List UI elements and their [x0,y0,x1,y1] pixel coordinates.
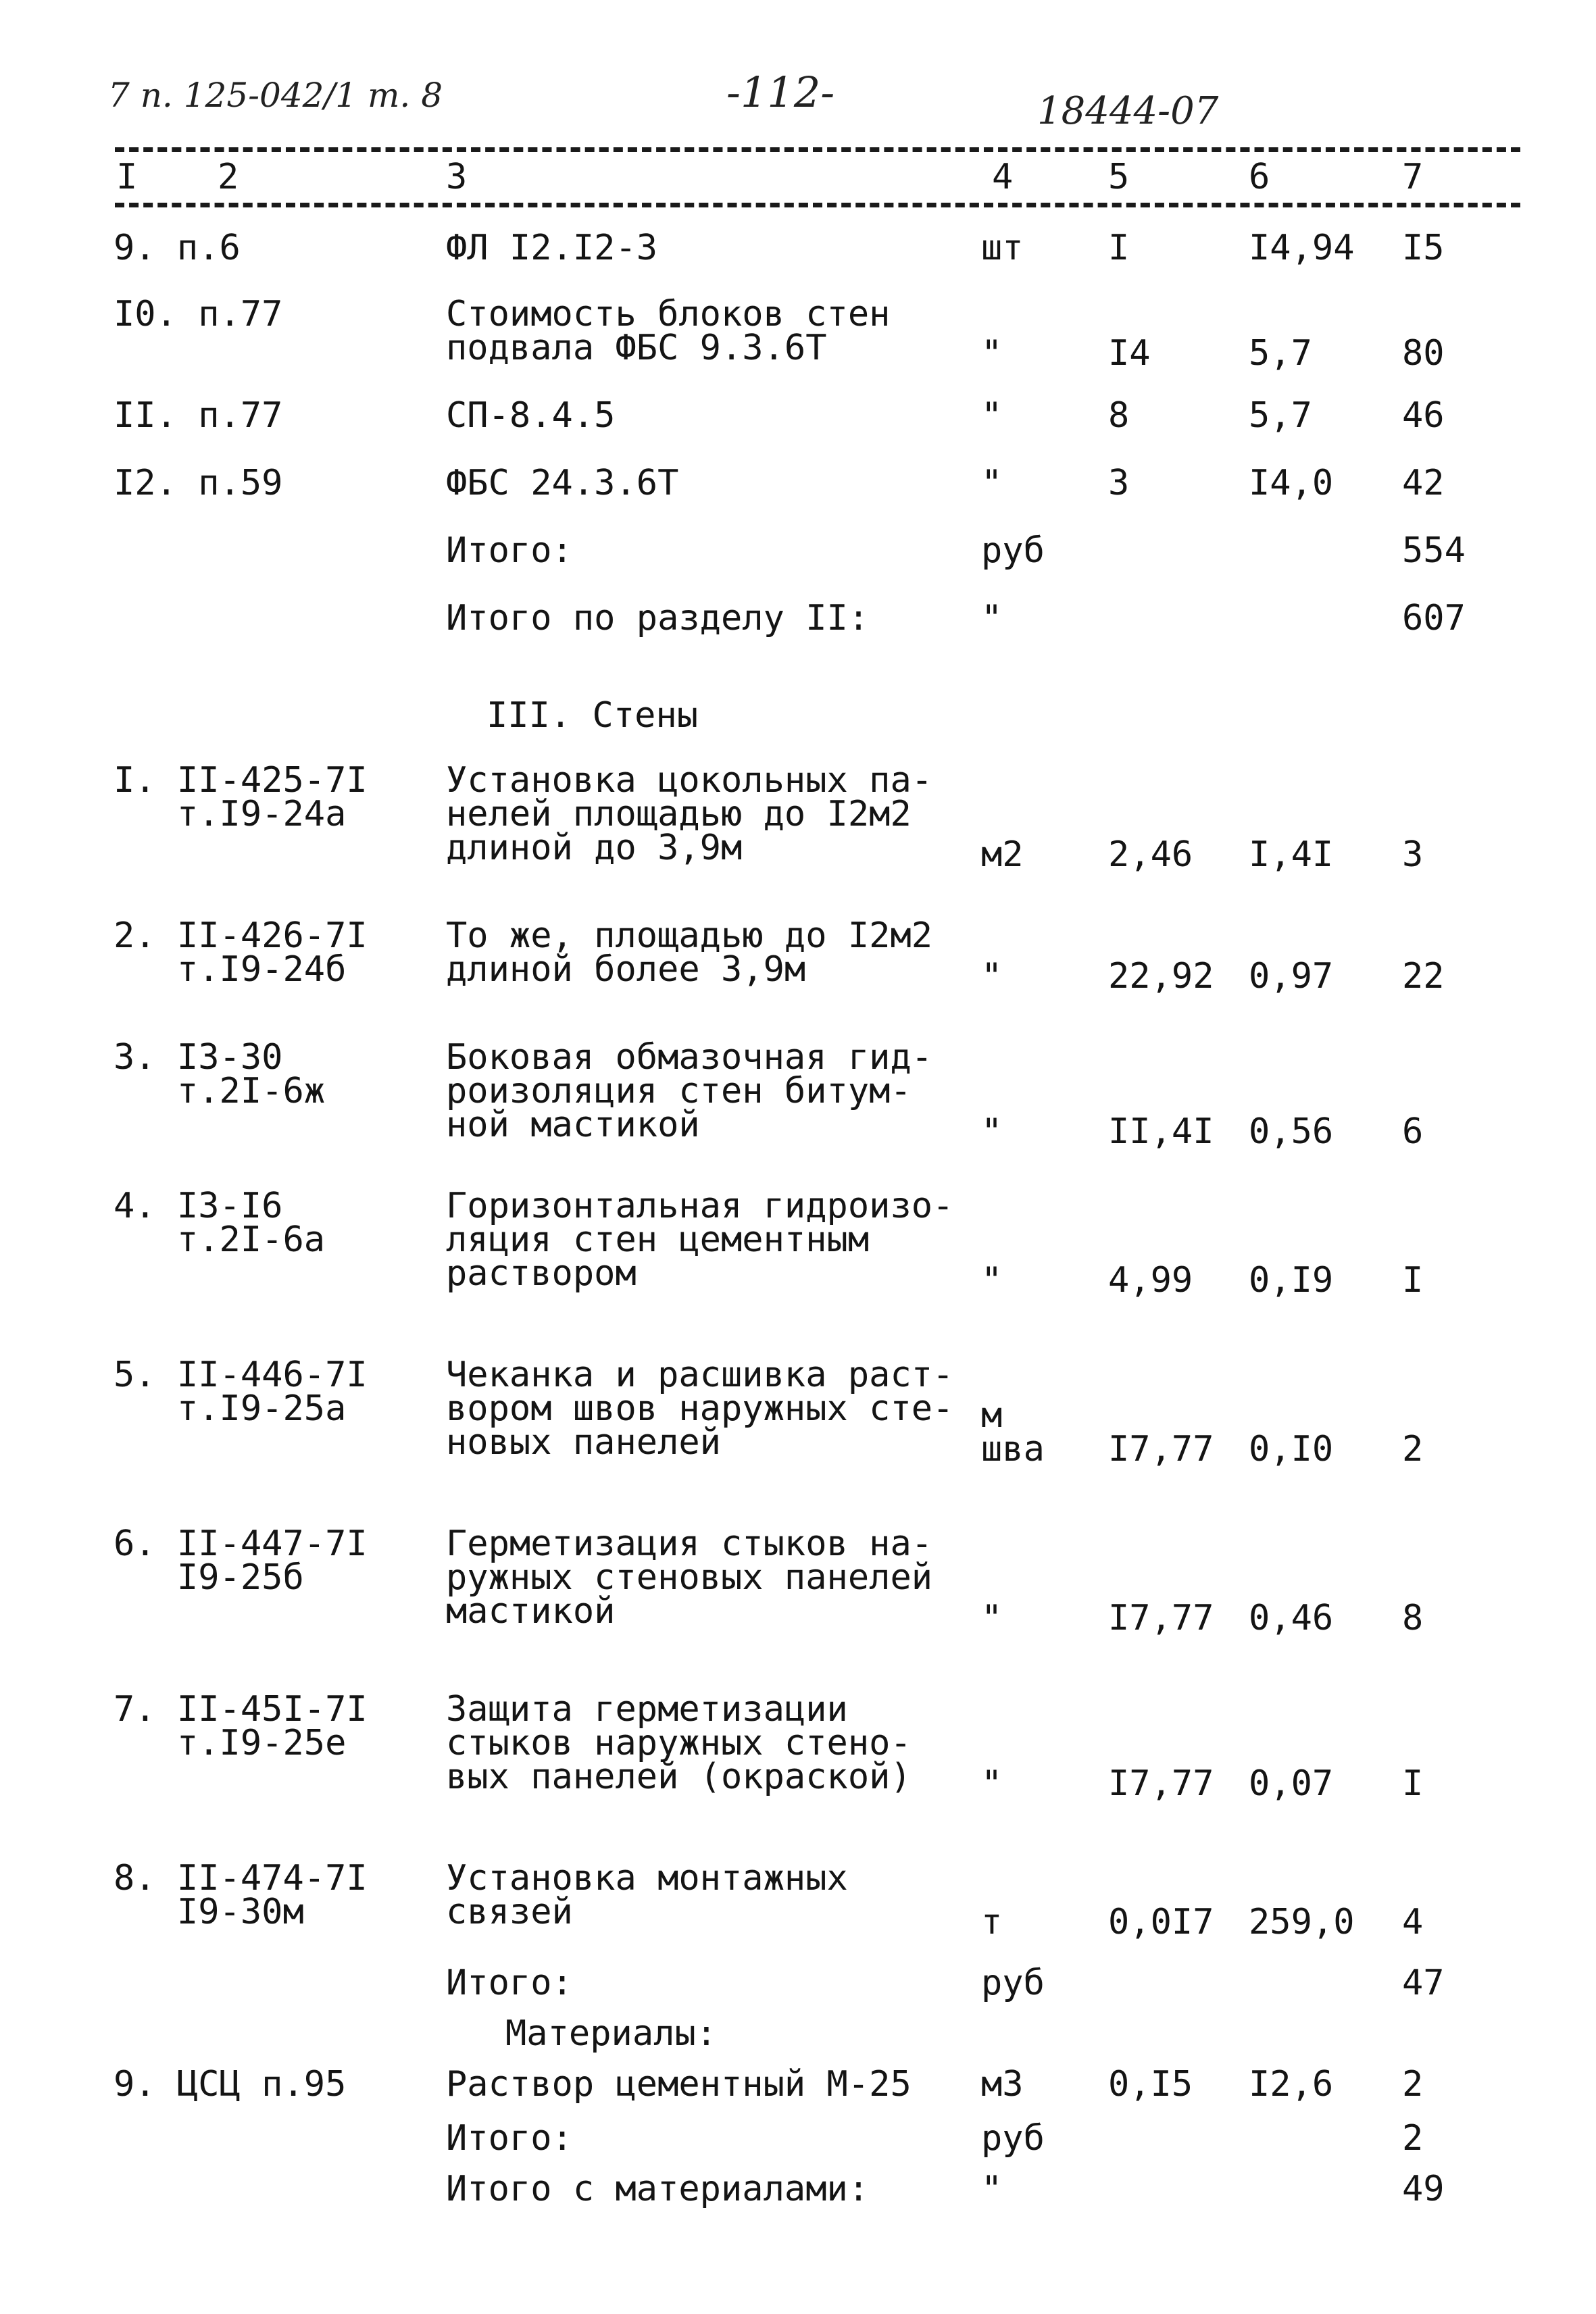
row-unit-price: 259,0 [1249,1902,1355,1942]
row-name-line: раствором [446,1253,637,1294]
row-unit [981,2169,1003,2209]
row-code-line: I2. п.59 [114,463,283,503]
row-name-line: связей [446,1892,573,1932]
row-code-line: 6. II-447-7I [114,1524,368,1564]
row-unit-line: " [981,598,1003,638]
row-unit-price: 5,7 [1249,395,1312,436]
row-code-line: 8. II-474-7I [114,1858,368,1898]
row-name [446,915,933,990]
row-name-line: роизоляция стен битум- [446,1071,912,1111]
row-name [446,1355,954,1463]
row-code [114,1524,368,1598]
row-total-cost: 47 [1402,1963,1445,2003]
row-name-line: мастикой [446,1591,616,1632]
row-unit-line: " [981,463,1003,503]
row-unit [981,530,1045,571]
row-name-line: Боковая обмазочная гид- [446,1037,933,1078]
document-code: 7 п. 125-042/1 т. 8 [108,76,443,115]
row-total-cost: 22 [1402,956,1445,997]
row-total-cost: 554 [1402,530,1466,571]
row-unit-line: руб [981,1963,1045,2003]
row-name-line: вых панелей (окраской) [446,1757,912,1797]
row-unit [981,2064,1024,2105]
row-unit-line: м [981,1395,1003,1436]
row-unit-price: 0,56 [1249,1111,1334,1152]
row-unit-line: " [981,333,1003,374]
row-name-line: Горизонтальная гидроизо- [446,1186,954,1226]
row-code [114,2064,347,2105]
row-unit-line: т [981,1902,1003,1942]
document-number: 18444-07 [1037,89,1219,133]
row-quantity: I7,77 [1108,1429,1214,1469]
row-code [114,1858,368,1932]
row-total-cost: 8 [1402,1598,1424,1638]
row-name-line: Итого: [446,2118,573,2159]
row-quantity: 2,46 [1108,834,1193,875]
row-code-line: т.2I-6а [114,1219,326,1260]
row-unit [981,463,1003,503]
row-total-cost: 2 [1402,1429,1424,1469]
row-code [114,1355,368,1429]
divider-bottom [115,203,1520,207]
row-total-cost: 6 [1402,1111,1424,1152]
row-unit-line: " [981,395,1003,436]
row-code-line: т.I9-24а [114,794,347,834]
row-name-line: длиной до 3,9м [446,828,743,868]
row-unit-line: " [981,1763,1003,1804]
row-unit-line: руб [981,2118,1045,2159]
row-name-line: Итого: [446,1963,573,2003]
row-total-cost: 46 [1402,395,1445,436]
column-number-7: 7 [1402,157,1424,197]
row-name-line: СП-8.4.5 [446,395,616,436]
row-quantity: 8 [1108,395,1130,436]
row-name-line: Итого с материалами: [446,2169,870,2209]
row-unit [981,1598,1003,1638]
row-name-line: Стоимость блоков стен [446,294,891,334]
section-heading-walls: III. Стены [487,695,699,736]
row-unit-price: I4,0 [1249,463,1334,503]
row-name-line: Установка цокольных па- [446,760,933,801]
row-quantity: 0,I5 [1108,2064,1193,2105]
row-name [446,530,573,571]
row-total-cost: 2 [1402,2064,1424,2105]
row-unit [981,598,1003,638]
row-code [114,228,241,268]
row-name-line: нелей площадью до I2м2 [446,794,912,834]
row-unit [981,956,1003,997]
row-name [446,1963,573,2003]
row-code-line: I. II-425-7I [114,760,368,801]
row-total-cost: 607 [1402,598,1466,638]
row-unit-line: м3 [981,2064,1024,2105]
row-total-cost: 49 [1402,2169,1445,2209]
row-total-cost: I [1402,1763,1424,1804]
row-code [114,1689,368,1763]
column-number-5: 5 [1108,157,1130,197]
row-name [446,1186,954,1294]
row-total-cost: 42 [1402,463,1445,503]
column-number-4: 4 [992,157,1014,197]
row-unit-line: шва [981,1429,1045,1469]
row-total-cost: I5 [1402,228,1445,268]
row-name-line: новых панелей [446,1422,721,1463]
row-quantity: 22,92 [1108,956,1214,997]
row-name-line: Установка монтажных [446,1858,848,1898]
row-unit-line: " [981,1111,1003,1152]
row-unit [981,1902,1003,1942]
row-code-line: т.I9-25е [114,1723,347,1763]
row-name-line: Чеканка и расшивка раст- [446,1355,954,1395]
row-name-line: стыков наружных стено- [446,1723,912,1763]
row-name [446,760,933,868]
row-code [114,760,368,834]
row-name-line: ляция стен цементным [446,1219,870,1260]
row-name [446,1858,848,1932]
row-code-line: 4. I3-I6 [114,1186,283,1226]
row-code-line: I9-30м [114,1892,304,1932]
row-name-line: ной мастикой [446,1105,700,1145]
row-code-line: т.I9-25а [114,1388,347,1429]
row-unit-line: " [981,956,1003,997]
row-quantity: 4,99 [1108,1260,1193,1301]
row-total-cost: 3 [1402,834,1424,875]
row-unit [981,228,1024,268]
row-unit-line: " [981,1598,1003,1638]
row-quantity: II,4I [1108,1111,1214,1152]
row-quantity: I [1108,228,1130,268]
row-unit-line: м2 [981,834,1024,875]
row-name-line: Защита герметизации [446,1689,848,1730]
row-code-line: I9-25б [114,1557,304,1598]
row-code-line: т.2I-6ж [114,1071,326,1111]
row-quantity: I4 [1108,333,1151,374]
row-code-line: 2. II-426-7I [114,915,368,956]
row-code [114,1037,326,1111]
row-code-line: 5. II-446-7I [114,1355,368,1395]
row-unit [981,1111,1003,1152]
row-unit-line: " [981,1260,1003,1301]
row-quantity: I7,77 [1108,1763,1214,1804]
column-number-2: 2 [218,157,239,197]
row-name [446,2118,573,2159]
row-unit [981,1763,1003,1804]
row-unit-price: I,4I [1249,834,1334,875]
row-name-line: ФЛ I2.I2-3 [446,228,658,268]
row-name-line: ФБС 24.3.6Т [446,463,679,503]
row-name [446,1037,933,1145]
row-name [446,1524,933,1632]
row-code [114,1186,326,1260]
column-number-1: I [116,157,138,197]
row-unit-price: 0,97 [1249,956,1334,997]
row-code-line: 9. ЦСЦ п.95 [114,2064,347,2105]
divider-top [115,147,1520,152]
row-unit-line: " [981,2169,1003,2209]
row-code-line: I0. п.77 [114,294,283,334]
row-total-cost: 4 [1402,1902,1424,1942]
row-name [446,395,616,436]
row-total-cost: 80 [1402,333,1445,374]
row-name-line: То же, площадью до I2м2 [446,915,933,956]
row-code-line: т.I9-24б [114,949,347,990]
row-unit-line: шт [981,228,1024,268]
row-name-line: Герметизация стыков на- [446,1524,933,1564]
row-code [114,463,283,503]
row-quantity: I7,77 [1108,1598,1214,1638]
row-unit [981,1963,1045,2003]
row-total-cost: 2 [1402,2118,1424,2159]
row-unit-price: 0,I9 [1249,1260,1334,1301]
row-name [446,294,891,368]
row-name [446,228,658,268]
row-name-line: длиной более 3,9м [446,949,806,990]
row-unit [981,1260,1003,1301]
row-unit-price: 0,I0 [1249,1429,1334,1469]
row-unit-price: 0,46 [1249,1598,1334,1638]
row-name-line: Итого по разделу II: [446,598,870,638]
row-name [446,2064,912,2105]
row-unit-price: I2,6 [1249,2064,1334,2105]
section-heading-materials: Материалы: [505,2013,718,2054]
row-total-cost: I [1402,1260,1424,1301]
row-unit [981,834,1024,875]
row-name [446,463,679,503]
row-code [114,294,283,334]
row-name-line: вором швов наружных сте- [446,1388,954,1429]
row-unit [981,333,1003,374]
row-name [446,1689,912,1797]
row-name-line: Итого: [446,530,573,571]
page-number: -112- [726,68,835,117]
column-number-3: 3 [446,157,468,197]
row-quantity: 0,0I7 [1108,1902,1214,1942]
row-unit [981,2118,1045,2159]
row-unit-price: I4,94 [1249,228,1355,268]
row-unit-line: руб [981,530,1045,571]
row-unit [981,1395,1045,1469]
row-name [446,598,870,638]
row-quantity: 3 [1108,463,1130,503]
column-number-6: 6 [1249,157,1270,197]
row-name [446,2169,870,2209]
row-code-line: 3. I3-30 [114,1037,283,1078]
row-name-line: ружных стеновых панелей [446,1557,933,1598]
row-code [114,395,283,436]
row-code-line: 9. п.6 [114,228,241,268]
row-unit-price: 0,07 [1249,1763,1334,1804]
row-code-line: II. п.77 [114,395,283,436]
row-unit-price: 5,7 [1249,333,1312,374]
row-name-line: Раствор цементный М-25 [446,2064,912,2105]
row-code-line: 7. II-45I-7I [114,1689,368,1730]
row-unit [981,395,1003,436]
row-name-line: подвала ФБС 9.3.6Т [446,328,827,368]
row-code [114,915,368,990]
